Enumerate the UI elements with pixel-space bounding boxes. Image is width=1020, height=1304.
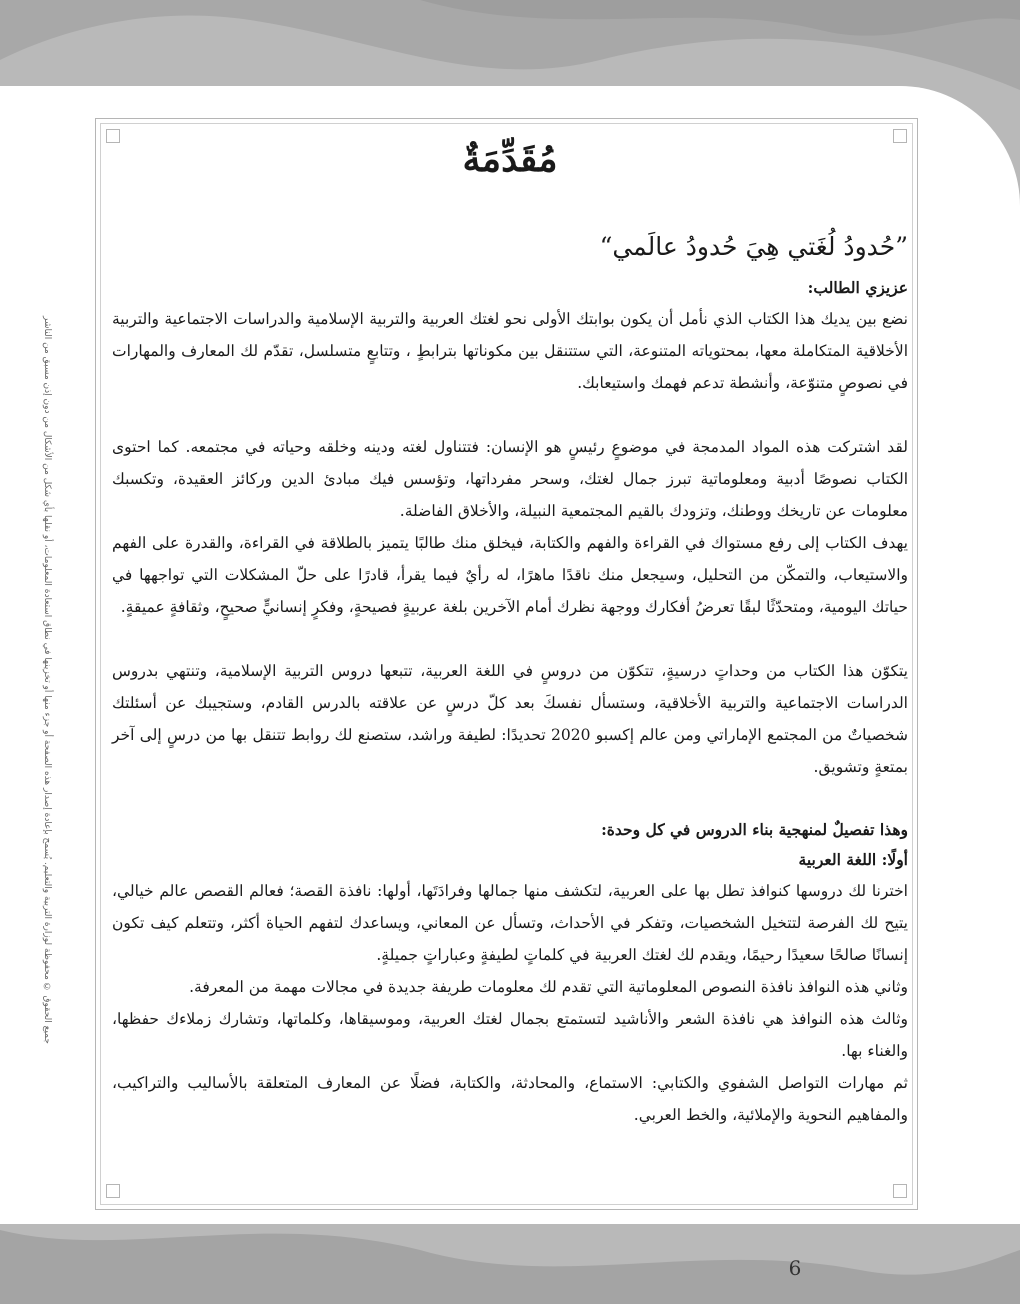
copyright-note: جميع الحقوق © محفوظة لوزارة التربية والتعليم. يُسمح بإعادة إصدار هذه الصفحة أو جزء منها أو تخزينها في نطاق استعادة المعلومات، أو نقلها بأي شكل من الأشكال من دون إذن مسبق من الناشر [42,316,52,1044]
section-intro: وهذا تفصيلٌ لمنهجية بناء الدروس في كل وحدة: [601,820,908,839]
paragraph: يتكوّن هذا الكتاب من وحداتٍ درسيةٍ، تتكوّن من دروسٍ في اللغة العربية، تتبعها دروس التربية الإسلامية، وتنتهي بدروس الدراسات الاجتماعية والتربية الأخلاقية، وستسأل نفسكَ بعد كلّ درسٍ عن علاقته بالدرس القادم، وستجيبك عن أسئلتك شخصياتٌ من المجتمع الإماراتي ومن عالم إكسبو 2020 تحديدًا: لطيفة وراشد، ستصنع لك روابط تتنقل بها من درسٍ إلى آخر بمتعةٍ وتشويق. [112,662,908,776]
greeting: عزيزي الطالب: [807,278,908,297]
section-heading: أولًا: اللغة العربية [798,850,908,869]
page-title: مُقَدِّمَةٌ [462,138,558,180]
page-number: 6 [788,1256,802,1280]
frame-corner-ornament [106,1184,120,1198]
section-paragraph: اخترنا لك دروسها كنوافذ تطل بها على العربية، لتكشف منها جمالها وفرادَتَها، أولها: نافذة القصة؛ فعالم القصص عالم خيالي، يتيح لك الفرصة لتتخيل الشخصيات، وتفكر في الأحداث، وتسأل عن المعاني، ويساعدك لتفهم الحياة أكثر، وتتعلم كيف تكون إنسانًا صالحًا سعيدًا رحيمًا، ويقدم لك لغتك العربية في كلماتٍ لطيفةٍ وعباراتٍ جميلةٍ. [112,882,908,964]
paragraph: لقد اشتركت هذه المواد المدمجة في موضوعٍ رئيسٍ هو الإنسان: فتتناول لغته ودينه وخلقه وحياته في مجتمعه. كما احتوى الكتاب نصوصًا أدبية ومعلوماتية تبرز جمال لغتك، وسحر مفرداتها، وتؤسس فيك مبادئ الدين وركائز العقيدة، وتكسبك معلومات عن تاريخك ووطنك، وتزودك بالقيم المجتمعية النبيلة، والأخلاق الفاضلة. [112,438,908,520]
section-paragraph: وثالث هذه النوافذ هي نافذة الشعر والأناشيد لتستمتع بجمال لغتك العربية، وموسيقاها، وكلماتها، وتشارك زملاءك حفظها، والغناء بها. [112,1010,908,1060]
paragraph: نضع بين يديك هذا الكتاب الذي نأمل أن يكون بوابتك الأولى نحو لغتك العربية والتربية الإسلامية والدراسات الاجتماعية والتربية الأخلاقية المتكاملة معها، بمحتوياته المتنوعة، التي ستتنقل بين مكوناتها بترابطٍ ، وتتابعٍ متسلسل، تقدّم لك المعارف والمهارات في نصوصٍ متنوّعة، وأنشطة تدعم فهمك واستيعابك. [112,310,908,392]
section-paragraph: ثم مهارات التواصل الشفوي والكتابي: الاستماع، والمحادثة، والكتابة، فضلًا عن المعارف المتعلقة بالأساليب والتراكيب، والمفاهيم النحوية والإملائية، والخط العربي. [112,1074,908,1124]
main-content [112,138,908,1131]
quote: ”حُدودُ لُغَتي هِيَ حُدودُ عالَمي“ [599,232,908,261]
section-paragraph: وثاني هذه النوافذ نافذة النصوص المعلوماتية التي تقدم لك معلومات طريفة جديدة في مجالات مهمة من المعرفة. [189,978,908,996]
frame-corner-ornament [893,1184,907,1198]
paragraph: يهدف الكتاب إلى رفع مستواك في القراءة والفهم والكتابة، فيخلق منك طالبًا يتميز بالطلاقة في القراءة، والقدرة على الفهم والاستيعاب، والتمكّن من التحليل، وسيجعل منك ناقدًا ماهرًا، له رأيٌ فيما يقرأ، قادرًا على حلّ المشكلات التي تواجهها في حياتك اليومية، ومتحدّثًا لبقًا تعرضُ أفكارك ووجهة نظرك أمام الآخرين بلغة عربيةٍ فصيحةٍ، وفكرٍ إنسانيٍّ صحيحٍ، وثقافةٍ عميقةٍ. [112,534,908,616]
